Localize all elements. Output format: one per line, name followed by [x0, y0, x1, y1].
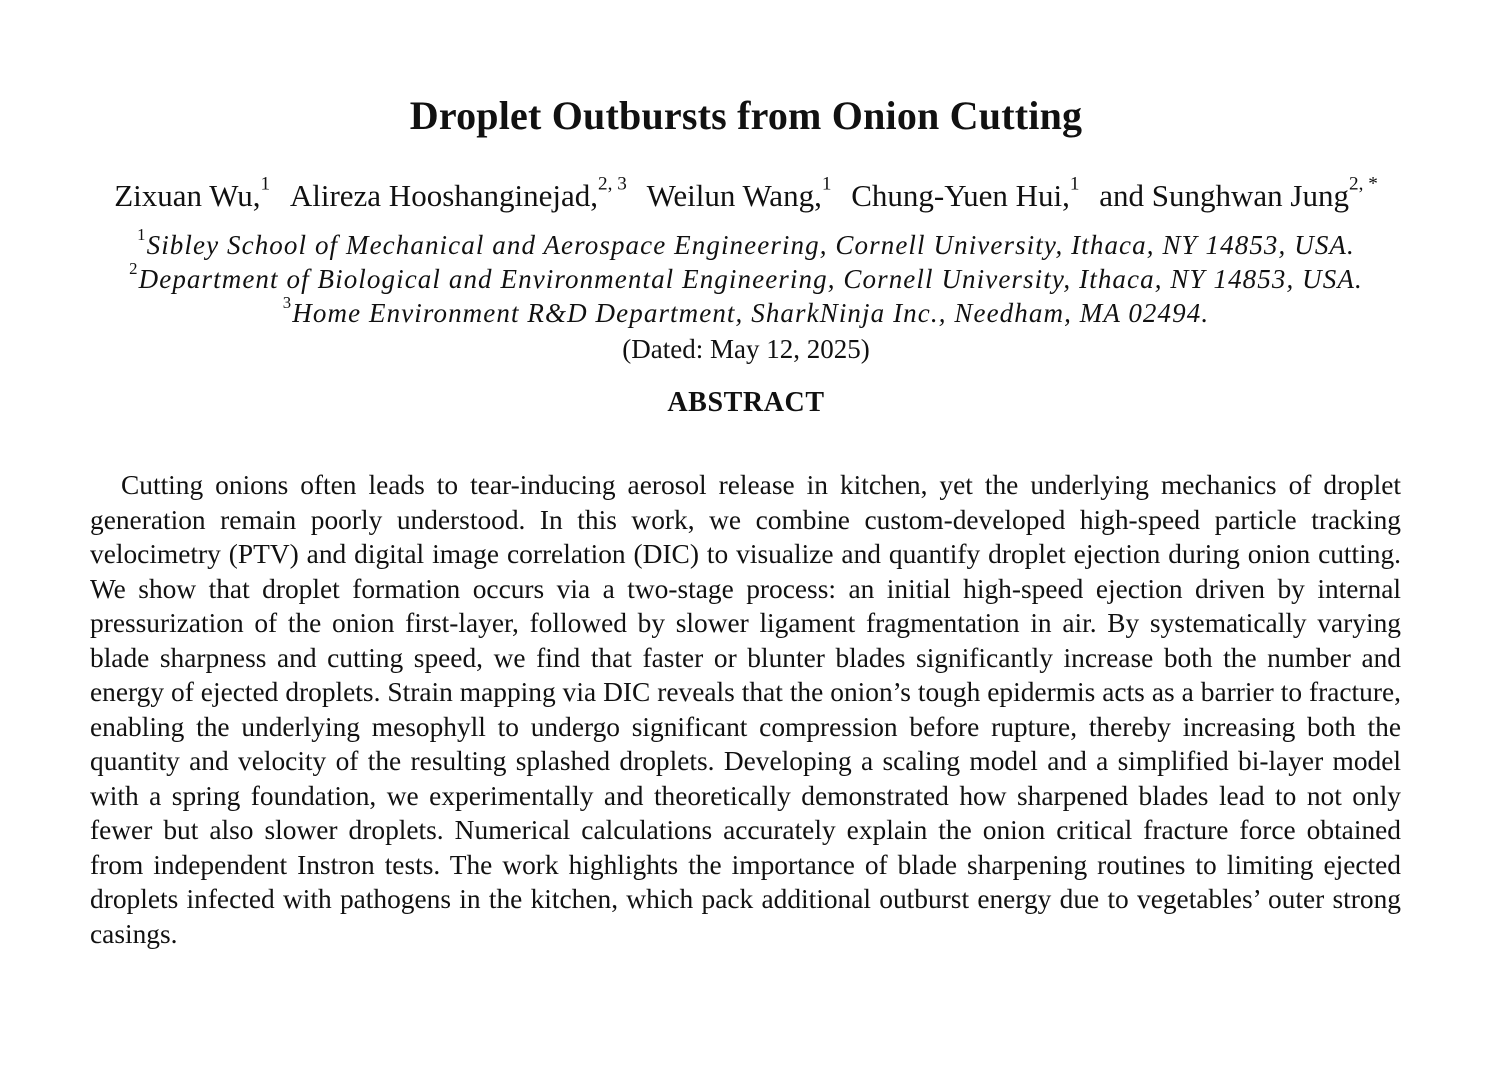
- affiliation-list: [0, 224, 1492, 330]
- author-name: Weilun Wang,: [646, 178, 822, 213]
- author-2: [289, 173, 627, 213]
- affiliation-3: [0, 292, 1492, 330]
- author-1: [114, 173, 271, 213]
- affiliation-2: [0, 258, 1492, 296]
- author-affiliation-mark: 2, 3: [598, 173, 627, 195]
- affiliation-text: Home Environment R&D Department, SharkNinja Inc., Needham, MA 02494.: [292, 298, 1210, 328]
- author-list: [0, 173, 1492, 215]
- paper-title: Droplet Outbursts from Onion Cutting: [409, 93, 1083, 138]
- author-name: Alireza Hooshanginejad,: [289, 178, 599, 213]
- author-name: and Sunghwan Jung: [1099, 178, 1349, 213]
- author-affiliation-mark: 1: [821, 173, 832, 195]
- affiliation-mark: 1: [137, 224, 147, 244]
- author-name: Zixuan Wu,: [114, 178, 261, 213]
- author-affiliation-mark: 1: [260, 173, 271, 195]
- author-5: [1099, 173, 1378, 213]
- affiliation-mark: 2: [129, 258, 139, 278]
- date-line: (Dated: May 12, 2025): [622, 334, 870, 364]
- author-4: [851, 173, 1080, 213]
- author-affiliation-mark: 2, *: [1348, 173, 1378, 195]
- affiliation-text: Department of Biological and Environmental Engineering, Cornell University, Ithaca, NY 14853, USA.: [138, 264, 1363, 294]
- author-3: [646, 173, 832, 213]
- affiliation-1: [0, 224, 1492, 262]
- affiliation-text: Sibley School of Mechanical and Aerospace Engineering, Cornell University, Ithaca, NY 14853, USA.: [146, 230, 1355, 260]
- author-affiliation-mark: 1: [1069, 173, 1080, 195]
- affiliation-mark: 3: [282, 292, 293, 312]
- abstract-body: Cutting onions often leads to tear-inducing aerosol release in kitchen, yet the underlying mechanics of droplet generation remain poorly understood. In this work, we combine custom-developed high-speed particle tracking velocimetry (PTV) and digital image correlation (DIC) to visualize and quantify droplet ejection during onion cutting. We show that droplet formation occurs via a two-stage process: an initial high-speed ejection driven by internal pressurization of the onion first-layer, followed by slower ligament fragmentation in air. By systematically varying blade sharpness and cutting speed, we find that faster or blunter blades significantly increase both the number and energy of ejected droplets. Strain mapping via DIC reveals that the onion’s tough epidermis acts as a barrier to fracture, enabling the underlying mesophyll to undergo significant compression before rupture, thereby increasing both the quantity and velocity of the resulting splashed droplets. Developing a scaling model and a simplified bi-layer model with a spring foundation, we experimentally and theoretically demonstrated how sharpened blades lead to not only fewer but also slower droplets. Numerical calculations accurately explain the onion critical fracture force obtained from independent Instron tests. The work highlights the importance of blade sharpening routines to limiting ejected droplets infected with pathogens in the kitchen, which pack additional outburst energy due to vegetables’ outer strong casings.: [90, 470, 1401, 949]
- author-name: Chung-Yuen Hui,: [851, 178, 1070, 213]
- abstract-heading: ABSTRACT: [667, 387, 825, 418]
